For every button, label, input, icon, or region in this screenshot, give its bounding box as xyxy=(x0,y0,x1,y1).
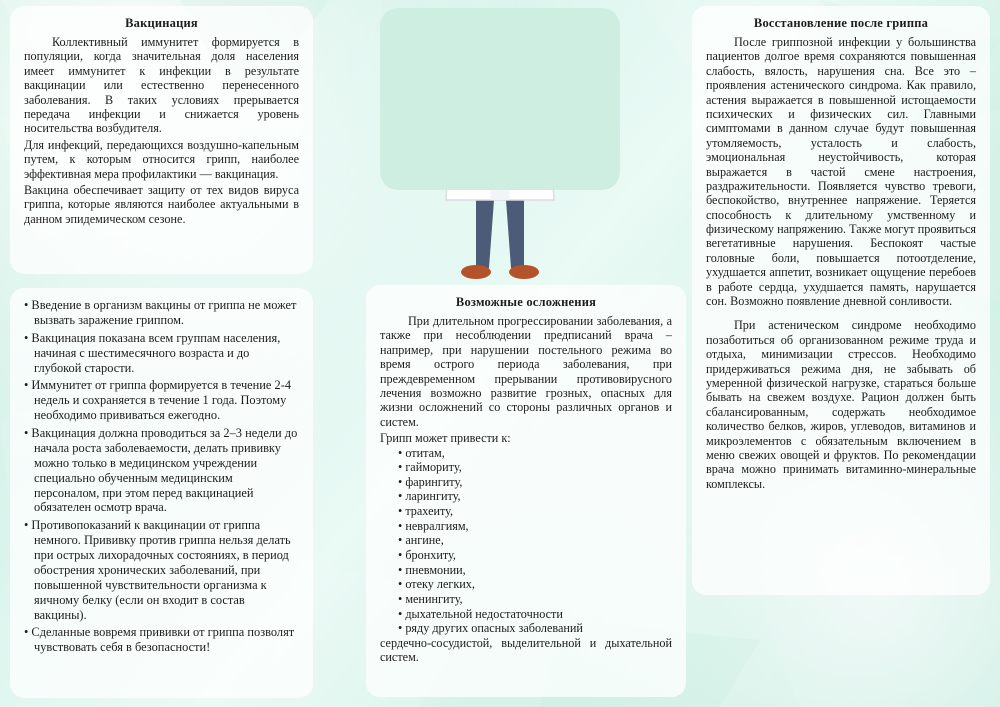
panel-vaccination-paragraph-3: Вакцина обеспечивает защиту от тех видов вируса гриппа, которые являются наиболее актуальными в данном эпидемическом сезоне. xyxy=(24,182,299,226)
panel-recovery-paragraph-1: После гриппозной инфекции у большинства пациентов долгое время сохраняются повышенная слабость, вялость, нарушения сна. Все это – проявления астенического синдрома. Как правило, астения выражается в повышенной истощаемости психических и физических сил. Главными симптомами в данном случае будут повышенная утомляемость, усталость и слабость, эмоциональная неустойчивость, которая выражается в частой смене настроения, раздражительности. Появляется чувство тревоги, беспокойство, внутреннее напряжение. Теряется способность к длительному умственному и физическому напряжению. Также могут проявиться вегетативные нарушения. Беспокоят частые головные боли, повышается потоотделение, ухудшается аппетит, возникает ощущение перебоев в работе сердца, ухудшается память, нарушается сон. Возможно появление дневной сонливости. xyxy=(706,35,976,309)
list-item: • гаймориту, xyxy=(398,460,462,475)
panel-complications-lead-in: Грипп может привести к: xyxy=(380,431,511,446)
list-item: • Введение в организм вакцины от гриппа не может вызвать заражение гриппом. xyxy=(24,298,297,327)
list-item: • невралгиям, xyxy=(398,518,469,533)
list-item: • Противопоказаний к вакцинации от гриппа немного. Прививку против гриппа нельзя делать при острых лихорадочных состояниях, в период обострения хронических заболеваний, при повышенной чувствительности организма к яичному белку (если он входит в состав вакцины). xyxy=(24,518,291,622)
panel-vaccination xyxy=(10,6,313,274)
list-item: • бронхиту, xyxy=(398,548,456,562)
illustration-backdrop xyxy=(380,8,620,190)
panel-vaccination-paragraph-2: Для инфекций, передающихся воздушно-капельным путем, к которым относится грипп, наиболее эффективная мера профилактики — вакцинация. xyxy=(24,137,299,181)
list-item: • ряду других опасных заболеваний xyxy=(398,621,583,636)
panel-vaccination-facts xyxy=(10,288,313,698)
list-item: • фарингиту, xyxy=(398,474,463,489)
list-item: • Иммунитет от гриппа формируется в течение 2-4 недель и сохраняется в течение 1 года. Поэтому необходимо прививаться ежегодно. xyxy=(24,378,292,423)
list-item: • Вакцинация должна проводиться за 2–3 недели до начала роста заболеваемости, делать прививку можно только в медицинском учреждении специально обученным медицинским персоналом, при этом перед вакцинацией обязателен осмотр врача. xyxy=(24,426,298,515)
list-item: • пневмонии, xyxy=(398,562,466,577)
doctor-illustration xyxy=(350,0,650,300)
panel-complications-intro: При длительном прогрессировании заболевания, а также при несоблюдении предписаний врача – например, при нарушении постельного режима во время острого периода заболевания, при преждевременном прерывании противовирусного лечения возможно развитие грозных, опасных для жизни осложнений со стороны различных органов и систем. xyxy=(380,314,672,429)
list-item: • трахеиту, xyxy=(398,504,454,519)
panel-complications-heading: Возможные осложнения xyxy=(455,295,597,309)
panel-complications xyxy=(366,285,686,697)
panel-vaccination-heading: Вакцинация xyxy=(125,16,198,30)
complications-list xyxy=(380,446,672,636)
vaccination-facts-list xyxy=(24,298,299,655)
panel-complications-closing: сердечно-сосудистой, выделительной и дыхательной систем. xyxy=(380,635,672,665)
list-item: • дыхательной недостаточности xyxy=(398,606,563,621)
list-item: • отеку легких, xyxy=(398,577,475,592)
list-item: • отитам, xyxy=(398,445,445,460)
list-item: • Вакцинация показана всем группам населения, начиная с шестимесячного возраста и до глубокой старости. xyxy=(24,330,281,375)
list-item: • Сделанные вовремя прививки от гриппа позволят чувствовать себя в безопасности! xyxy=(24,625,295,655)
list-item: • менингиту, xyxy=(398,591,463,606)
panel-recovery-heading: Восстановление после гриппа xyxy=(753,16,929,30)
panel-recovery-paragraph-2: При астеническом синдроме необходимо позаботиться об организованном режиме труда и отдыха, минимизации стрессов. Необходимо придерживаться режима дня, не забывать об умеренной физической нагрузке, стараться больше бывать на свежем воздухе. Рацион должен быть сбалансированным, содержать необходимое количество белков, жиров, углеводов, витаминов и микроэлементов с обязательным включением в меню свежих овощей и фруктов. По рекомендации врача можно принимать витаминно-минеральные комплексы. xyxy=(706,318,976,491)
panel-recovery xyxy=(692,6,990,595)
list-item: • ларингиту, xyxy=(398,489,461,504)
list-item: • ангине, xyxy=(398,533,444,548)
panel-vaccination-paragraph-1: Коллективный иммунитет формируется в популяции, когда значительная доля населения имеет иммунитет к инфекции в результате вакцинации или естественно перенесенного заболевания. В таких условиях прерывается передача инфекции и снижается уровень носительства возбудителя. xyxy=(24,35,299,136)
